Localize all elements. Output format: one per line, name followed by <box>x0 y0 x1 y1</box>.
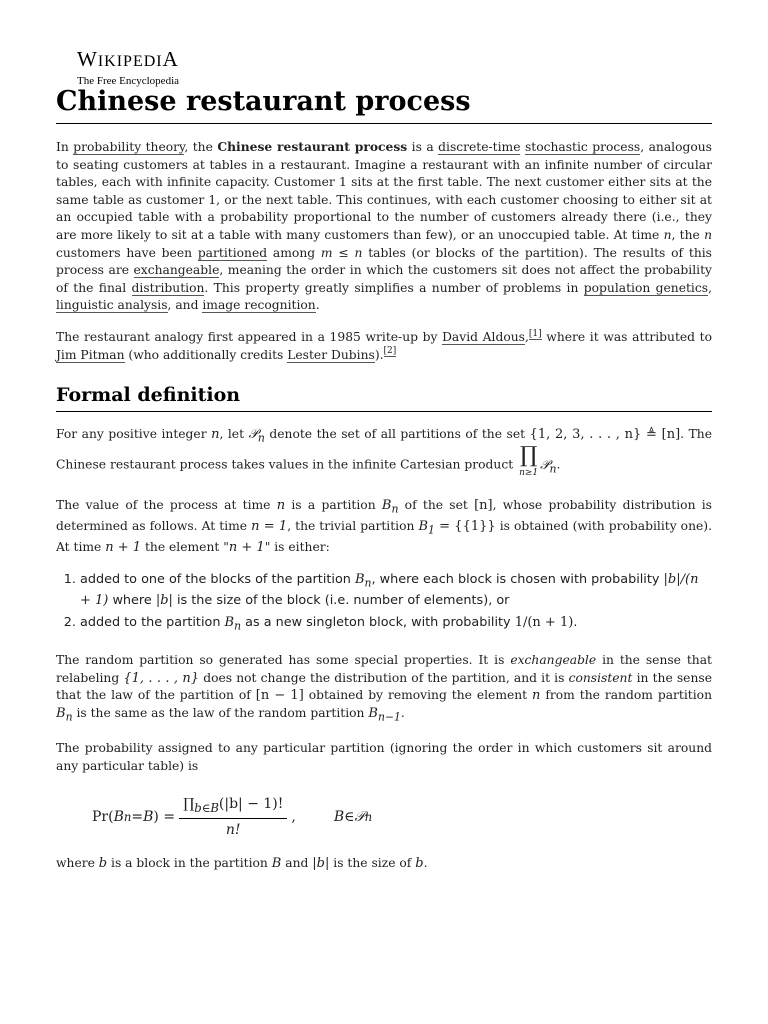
link-probability-theory[interactable]: probability theory <box>73 140 185 154</box>
link-population-genetics[interactable]: population genetics <box>583 280 709 295</box>
cartesian-product-symbol: ∏ n≥1 <box>519 443 539 479</box>
link-stochastic-process[interactable]: stochastic process <box>524 140 641 154</box>
link-jim-pitman[interactable]: Jim Pitman <box>56 347 125 362</box>
link-lester-dubins[interactable]: Lester Dubins <box>287 347 375 362</box>
intro-paragraph: In probability theory, the Chinese restaurant process is a discrete-time stochastic process, analogous to seating customers at tables in a restaurant. Imagine a restaurant with an infinite number of circular tables, each with infinite capacity. Customer 1 sits at the first table. The next customer either sits at the same table as customer 1, or the next table. This continues, with each customer choosing to either sit at an occupied table with a probability proportional to the number of customers already there (i.e., they are more likely to sit at a table with many customers than few), or an unoccupied table. At time n, the n customers have been partitioned among m ≤ n tables (or blocks of the partition). The results of this process are exchangeable, meaning the order in which the customers sit does not affect the probability of the final distribution. This property greatly simplifies a number of problems in population genetics, linguistic analysis, and image recognition. <box>56 139 712 313</box>
list-item: 1. added to one of the blocks of the partition $B_n$, where each block is chosen with probability |b|/(n + 1) where |b| is the size of the block (i.e. number of elements), or <box>80 571 712 611</box>
section-heading-formal-definition: Formal definition <box>56 384 712 412</box>
article-body <box>56 138 712 887</box>
definition-paragraph-1: For any positive integer n, let 𝒫$_n$ denote the set of all partitions of the set {1, 2, 3, . . . , n} ≜ [n]. The Chinese restaurant process takes values in the infinite Cartesian product ∏ n≥1 𝒫$_n$. <box>56 426 712 483</box>
reference-2[interactable]: [2] <box>383 346 397 357</box>
probability-intro-paragraph: The probability assigned to any particular partition (ignoring the order in which customers sit around any particular table) is <box>56 741 712 773</box>
link-distribution[interactable]: distribution <box>131 280 205 295</box>
link-image-recognition[interactable]: image recognition <box>202 298 316 313</box>
definition-paragraph-2: The value of the process at time n is a partition $B_n$ of the set [n], whose probability distribution is determined as follows. At time n = 1, the trivial partition $B_1 = \{\{1\}\}$ is obtained (with probability one). At time n + 1 the element "n + 1" is either: <box>56 497 712 556</box>
properties-paragraph: The random partition so generated has some special properties. It is exchangeable in the sense that relabeling {1, . . . , n} does not change the distribution of the partition, and it is consistent in the sense that the law of the partition of [n − 1] obtained by removing the element n from the random partition $B_n$ is the same as the law of the random partition $B_{n-1}$. <box>56 653 713 724</box>
where-paragraph: where b is a block in the partition B and |b| is the size of b. <box>56 856 428 872</box>
process-steps-list <box>56 571 712 636</box>
wikipedia-logo[interactable] <box>77 48 179 87</box>
link-exchangeable[interactable]: exchangeable <box>133 263 220 278</box>
reference-1[interactable]: [1] <box>528 328 542 339</box>
wikipedia-tagline: The Free Encyclopedia <box>77 75 180 87</box>
link-partitioned[interactable]: partitioned <box>197 245 268 260</box>
formula-fraction: $\frac{\prod_{b\in B}(|b| - 1)!}{n!}$ <box>179 796 287 838</box>
page-title: Chinese restaurant process <box>56 86 712 124</box>
list-item: 2. added to the partition $B_n$ as a new singleton block, with probability 1/(n + 1). <box>80 614 712 636</box>
wikipedia-wordmark: WIKIPEDIA <box>77 47 179 71</box>
history-paragraph: The restaurant analogy first appeared in a 1985 write-up by David Aldous,[1] where it was attributed to Jim Pitman (who additionally credits Lester Dubins).[2] <box>56 328 713 362</box>
link-linguistic-analysis[interactable]: linguistic analysis <box>56 298 168 313</box>
link-david-aldous[interactable]: David Aldous <box>442 329 525 344</box>
link-discrete-time[interactable]: discrete-time <box>438 140 521 154</box>
probability-formula: Pr( B n = B ) = $\frac{\prod_{b\in B}(|b| - 1)!}{n!}$ , B ∈ 𝒫 n <box>92 796 373 839</box>
